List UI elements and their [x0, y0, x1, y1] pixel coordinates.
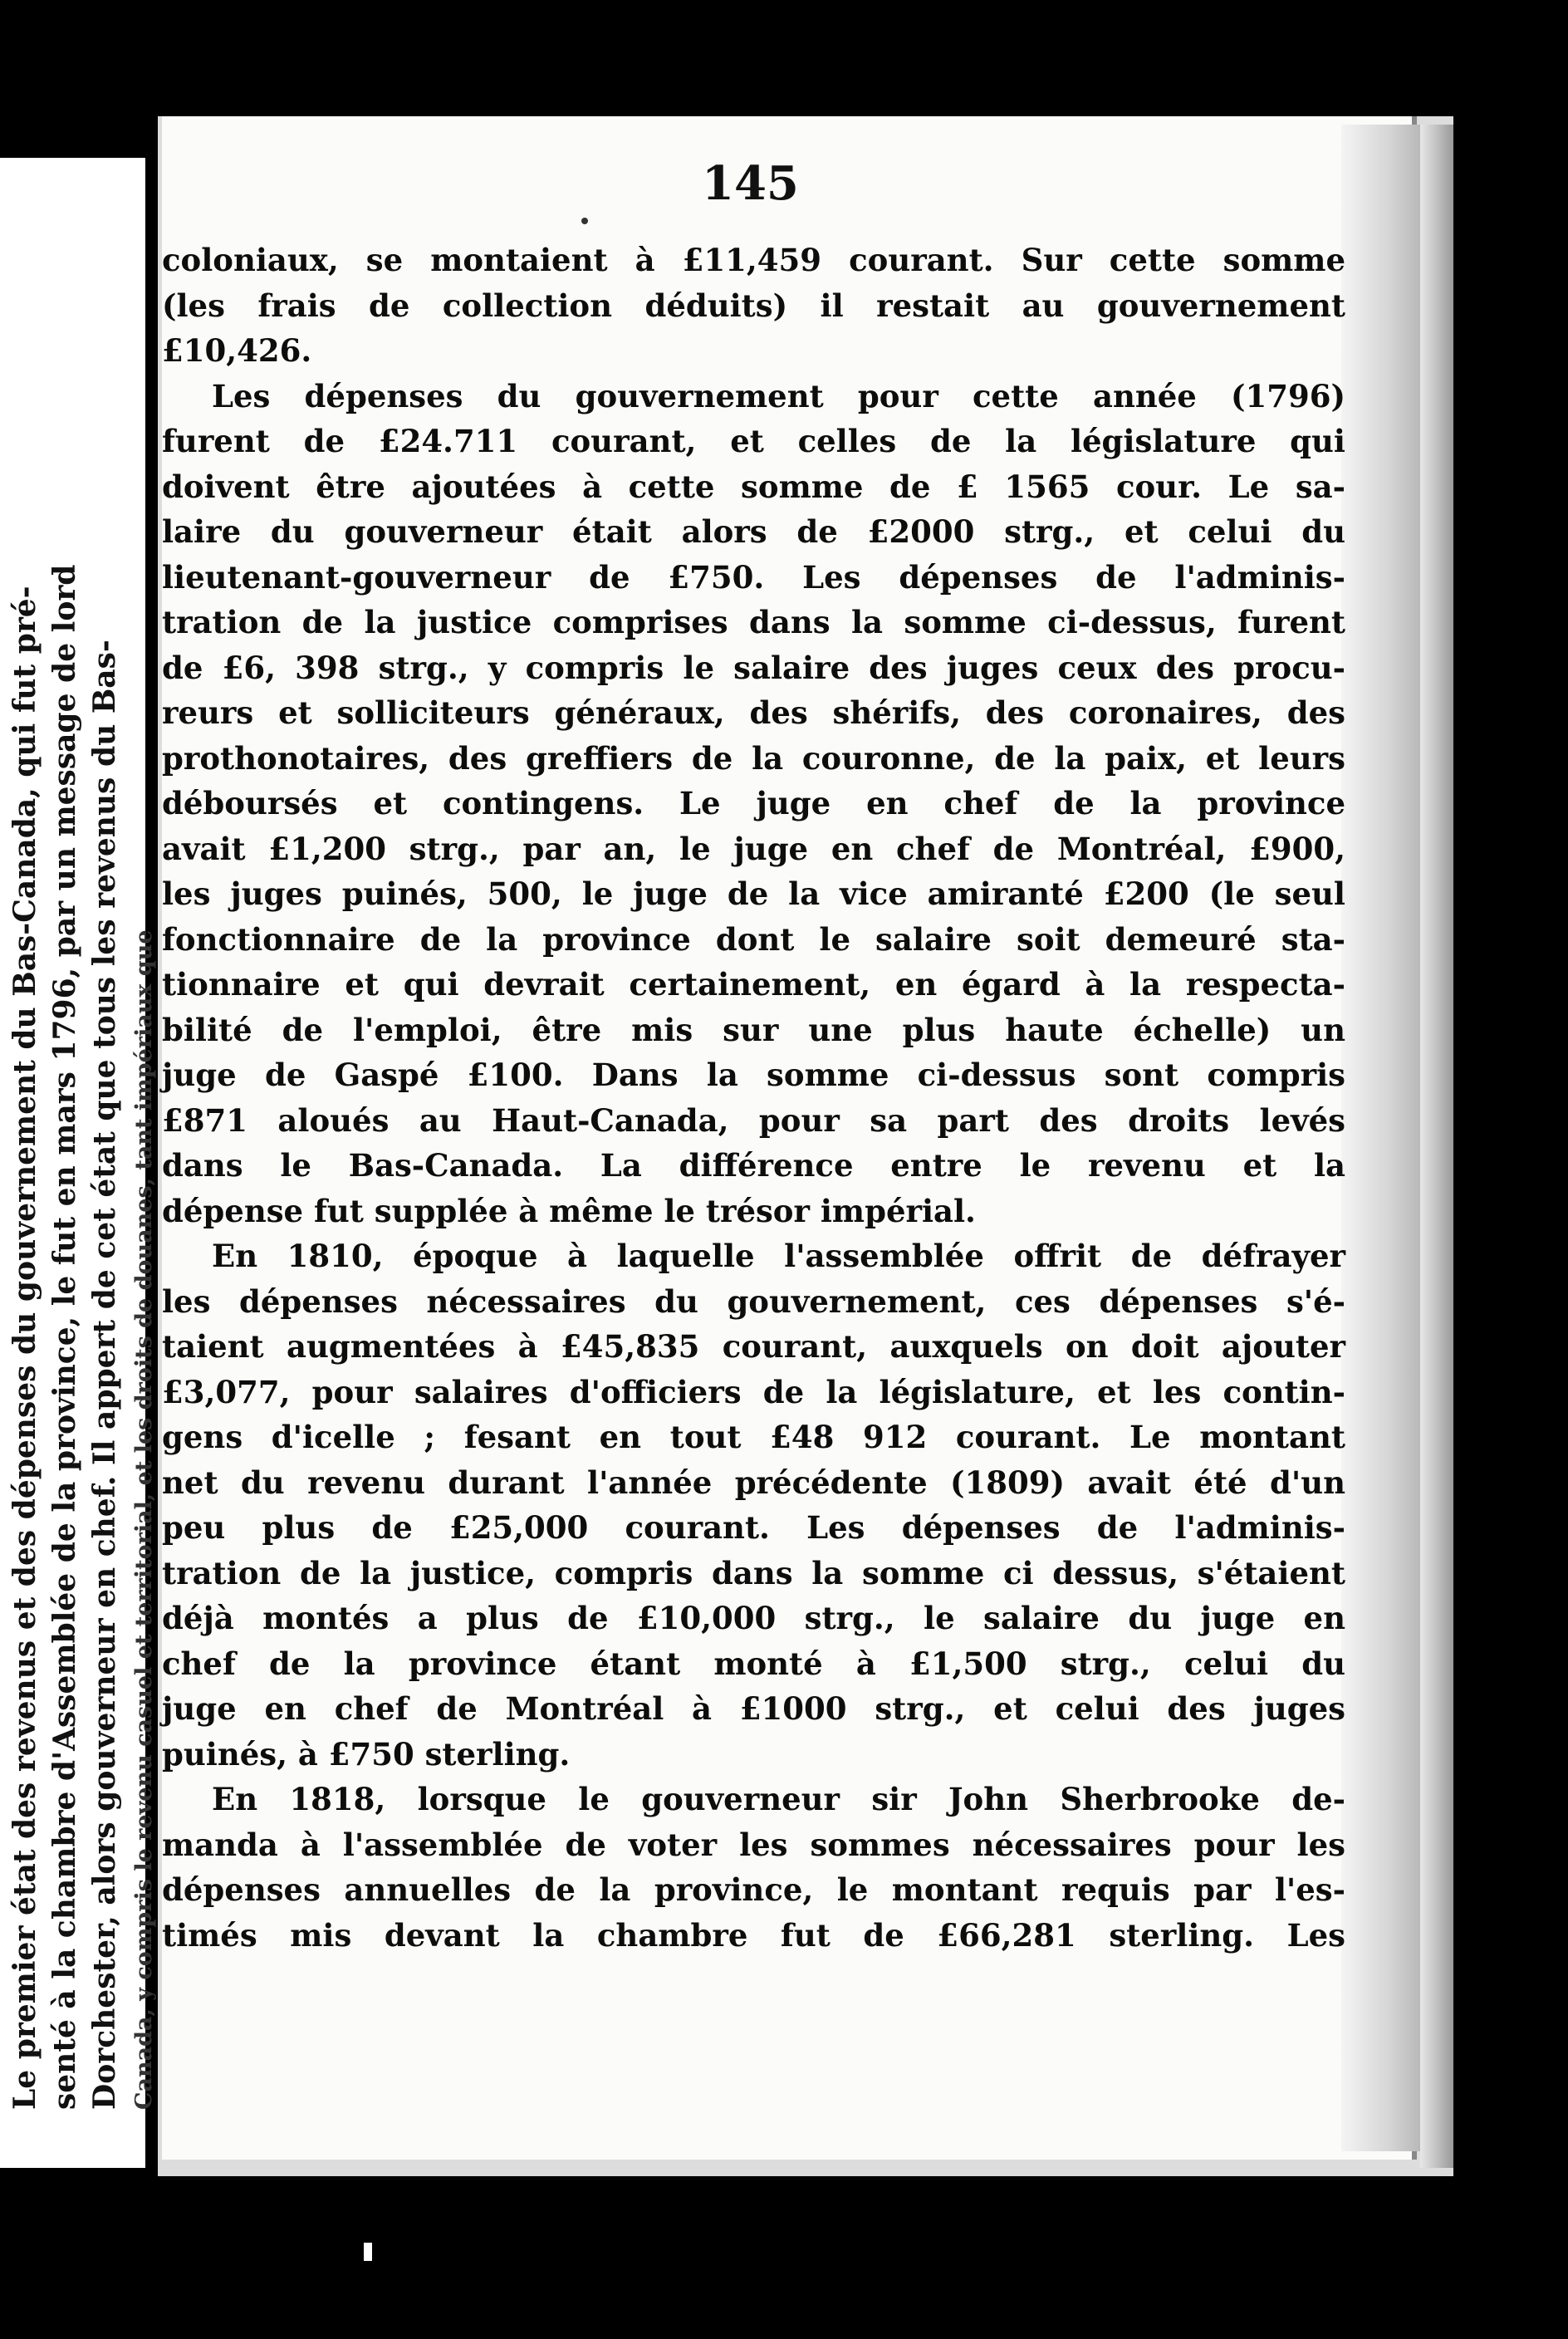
text-line: En 1818, lorsque le gouverneur sir John Sherbrooke de- [212, 1781, 1345, 1817]
text-line: dans le Bas-Canada. La différence entre le revenu et la [162, 1147, 1345, 1184]
text-line: timés mis devant la chambre fut de £66,281 sterling. Les [162, 1916, 1345, 1954]
text-line: dépenses annuelles de la province, le montant requis par l'es- [162, 1871, 1345, 1908]
text-line: £871 aloués au Haut-Canada, pour sa part des droits levés [162, 1101, 1345, 1139]
previous-page-strip [0, 158, 157, 2168]
text-line: tionnaire et qui devrait certainement, en égard à la respecta- [162, 966, 1345, 1003]
rotated-footnote [0, 158, 157, 2168]
text-line: fonctionnaire de la province dont le salaire soit demeuré sta- [162, 920, 1345, 958]
text-line: gens d'icelle ; fesant en tout £48 912 courant. Le montant [162, 1419, 1345, 1455]
text-line: prothonotaires, des greffiers de la couronne, de la paix, et leurs [162, 739, 1345, 777]
text-line: juge en chef de Montréal à £1000 strg., et celui des juges [162, 1690, 1345, 1727]
text-line: de £6, 398 strg., y compris le salaire des juges ceux des procu- [162, 649, 1345, 686]
text-line: taient augmentées à £45,835 courant, auxquels on doit ajouter [162, 1328, 1345, 1365]
left-page-line: Canada, y compris le revenu casuel et territorial, et les droits de douanes, tant impériaux que [131, 929, 157, 2110]
text-line: bilité de l'emploi, être mis sur une plus haute échelle) un [162, 1011, 1345, 1048]
text-line: net du revenu durant l'année précédente (1809) avait été d'un [162, 1464, 1345, 1501]
text-line: reurs et solliciteurs généraux, des shérifs, des coronaires, des [162, 694, 1345, 731]
text-line: les juges puinés, 500, le juge de la vice amiranté £200 (le seul [162, 875, 1345, 912]
text-line: déboursés et contingens. Le juge en chef de la province [162, 785, 1345, 821]
left-page-line: senté à la chambre d'Assemblée de la province, le fut en mars 1796, par un message de lord [47, 564, 82, 2110]
text-line: juge de Gaspé £100. Dans la somme ci-dessus sont compris [162, 1057, 1345, 1093]
text-line: déjà montés a plus de £10,000 strg., le salaire du juge en [162, 1600, 1345, 1636]
text-line: Les dépenses du gouvernement pour cette année (1796) [212, 377, 1345, 414]
text-line: avait £1,200 strg., par an, le juge en chef de Montréal, £900, [162, 830, 1345, 867]
text-line: En 1810, époque à laquelle l'assemblée offrit de défrayer [212, 1238, 1345, 1274]
left-page-line: Dorchester, alors gouverneur en chef. Il appert de cet état que tous les revenus du Bas- [87, 640, 122, 2110]
text-line: manda à l'assemblée de voter les sommes nécessaires pour les [162, 1826, 1345, 1863]
text-line: coloniaux, se montaient à £11,459 courant. Sur cette somme [162, 242, 1345, 278]
film-mark [364, 2243, 372, 2261]
text-line: tration de la justice comprises dans la somme ci-dessus, furent [162, 604, 1345, 640]
text-line: furent de £24.711 courant, et celles de la législature qui [162, 423, 1345, 459]
text-line: tration de la justice, compris dans la somme ci dessus, s'étaient [162, 1554, 1345, 1591]
text-line: puinés, à £750 sterling. [162, 1735, 571, 1773]
text-line: laire du gouverneur était alors de £2000 strg., et celui du [162, 513, 1345, 550]
page-edges [1341, 125, 1420, 2151]
text-line: dépense fut supplée à même le trésor impérial. [162, 1192, 976, 1229]
text-line: lieutenant-gouverneur de £750. Les dépenses de l'adminis- [162, 558, 1345, 596]
left-page-line: Le premier état des revenus et des dépenses du gouvernement du Bas-Canada, qui fut pré- [7, 586, 42, 2110]
text-line: peu plus de £25,000 courant. Les dépenses de l'adminis- [162, 1509, 1345, 1546]
text-line: £3,077, pour salaires d'officiers de la législature, et les contin- [162, 1373, 1345, 1410]
text-line: doivent être ajoutées à cette somme de £ 1565 cour. Le sa- [162, 468, 1345, 505]
page-edges-outer [1420, 125, 1453, 2168]
text-line: les dépenses nécessaires du gouvernement, ces dépenses s'é- [162, 1282, 1345, 1320]
page-number: 145 [702, 156, 799, 211]
text-line: £10,426. [162, 332, 312, 369]
text-line: chef de la province étant monté à £1,500 strg., celui du [162, 1645, 1345, 1682]
text-line: (les frais de collection déduits) il restait au gouvernement [162, 287, 1345, 324]
ink-dot [581, 218, 588, 224]
page-body-text [162, 238, 1345, 1958]
